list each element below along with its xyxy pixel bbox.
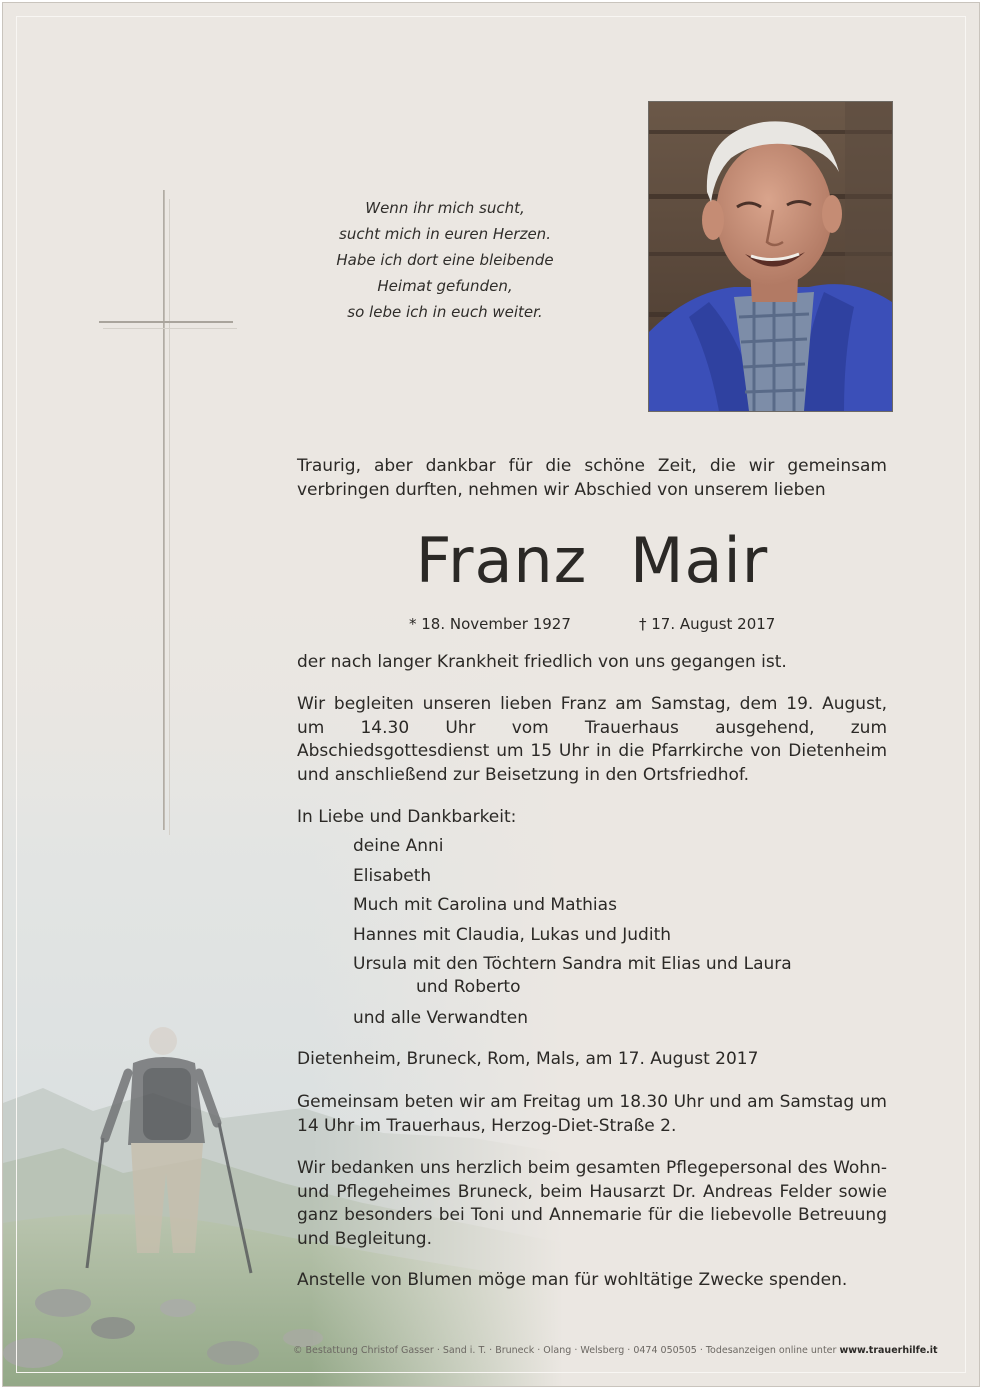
- poem-line: Habe ich dort eine bleibende: [336, 251, 554, 269]
- poem: [303, 195, 587, 325]
- place-date: Dietenheim, Bruneck, Rom, Mals, am 17. August 2017: [297, 1049, 759, 1069]
- cross-vertical-shadow: [169, 199, 170, 835]
- family-member: Elisabeth: [353, 865, 432, 886]
- poem-line: Heimat gefunden,: [377, 277, 513, 295]
- birth-date: * 18. November 1927: [409, 615, 571, 633]
- family-list: [353, 835, 873, 1037]
- deceased-name: Franz Mair: [415, 524, 769, 597]
- thanks-text: Wir bedanken uns herzlich beim gesamten Pflegepersonal des Wohn- und Pflegeheimes Bruneck, beim Hausarzt Dr. Andreas Felder sowie ganz besonders bei Toni und Annemarie für die liebevolle Betreuung und Begleitung.: [297, 1158, 887, 1249]
- family-heading: In Liebe und Dankbarkeit:: [297, 807, 517, 827]
- ceremony-text: Wir begleiten unseren lieben Franz am Samstag, dem 19. August, um 14.30 Uhr vom Trauerhaus ausgehend, zum Abschiedsgottesdienst um 15 Uhr in die Pfarrkirche von Dietenheim und anschließend zur Beisetzung in den Ortsfriedhof.: [297, 694, 887, 785]
- cross-horizontal-shadow: [103, 328, 237, 329]
- family-member: deine Anni: [353, 836, 444, 856]
- poem-line: Wenn ihr mich sucht,: [365, 199, 525, 217]
- obituary-card: [2, 2, 980, 1387]
- footer-text: © Bestattung Christof Gasser · Sand i. T. · Bruneck · Olang · Welsberg · 0474 050505 · Todesanzeigen online unter: [293, 1345, 837, 1356]
- family-member-continuation: und Roberto: [416, 977, 521, 997]
- cross-vertical-bar: [163, 190, 165, 830]
- footer-website-link[interactable]: www.trauerhilfe.it: [839, 1345, 938, 1356]
- poem-line: sucht mich in euren Herzen.: [339, 225, 551, 243]
- family-member: Ursula mit den Töchtern Sandra mit Elias und Laura: [353, 954, 792, 974]
- prayer-text: Gemeinsam beten wir am Freitag um 18.30 Uhr und am Samstag um 14 Uhr im Trauerhaus, Herzog-Diet-Straße 2.: [297, 1092, 887, 1136]
- flowers-text: Anstelle von Blumen möge man für wohltätige Zwecke spenden.: [297, 1270, 848, 1290]
- family-member: und alle Verwandten: [353, 1008, 529, 1028]
- passing-text: der nach langer Krankheit friedlich von uns gegangen ist.: [297, 652, 787, 672]
- family-member: Much mit Carolina und Mathias: [353, 895, 617, 915]
- footer: [293, 1344, 953, 1358]
- portrait-photo: [648, 101, 893, 412]
- death-date: † 17. August 2017: [639, 615, 776, 633]
- family-member-group: [353, 953, 873, 1007]
- poem-line: so lebe ich in euch weiter.: [347, 303, 543, 321]
- family-member: Hannes mit Claudia, Lukas und Judith: [353, 924, 672, 945]
- intro-text: Traurig, aber dankbar für die schöne Zeit, die wir gemeinsam verbringen durften, nehmen wir Abschied von unserem lieben: [297, 456, 887, 500]
- cross-horizontal-bar: [99, 321, 233, 323]
